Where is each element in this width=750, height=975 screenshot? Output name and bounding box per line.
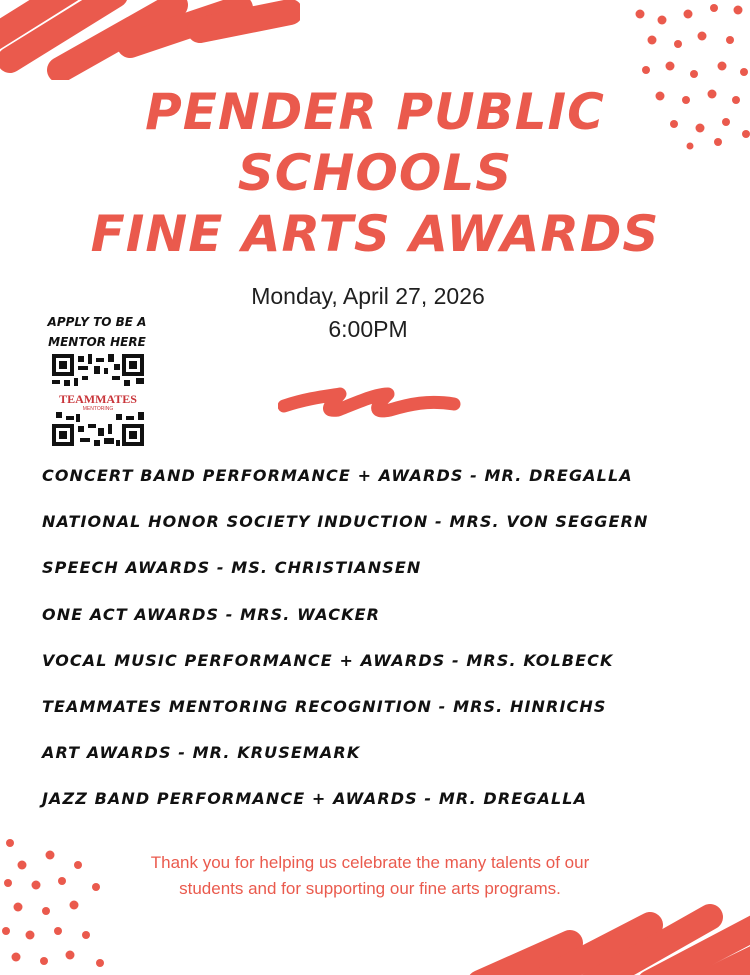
program-item: CONCERT BAND PERFORMANCE + AWARDS - MR. DREGALLA <box>42 466 633 485</box>
mentor-text-line-2: MENTOR HERE <box>48 335 146 349</box>
mentor-callout <box>32 312 162 352</box>
middle-scribble-decoration <box>278 380 468 430</box>
event-datetime <box>200 280 536 346</box>
qr-logo-text: TEAMMATES <box>59 392 137 406</box>
title-line-2: SCHOOLS <box>237 144 513 202</box>
qr-code-icon[interactable] <box>52 354 144 446</box>
program-item: NATIONAL HONOR SOCIETY INDUCTION - MRS. VON SEGGERN <box>42 512 649 532</box>
program-list <box>42 460 722 830</box>
program-item: SPEECH AWARDS - MS. CHRISTIANSEN <box>42 558 422 578</box>
title-line-3: FINE ARTS AWARDS <box>90 205 660 263</box>
thank-you-message <box>90 850 650 902</box>
event-title <box>0 82 750 265</box>
program-item: ART AWARDS - MR. KRUSEMARK <box>42 743 361 763</box>
program-item: JAZZ BAND PERFORMANCE + AWARDS - MR. DREGALLA <box>42 789 588 809</box>
title-line-1: PENDER PUBLIC <box>145 83 605 141</box>
program-item: VOCAL MUSIC PERFORMANCE + AWARDS - MRS. KOLBECK <box>42 650 614 670</box>
thank-you-line-2: students and for supporting our fine arts programs. <box>179 879 561 898</box>
top-left-scribble-decoration <box>0 0 300 80</box>
program-item: ONE ACT AWARDS - MRS. WACKER <box>42 604 381 624</box>
program-item: TEAMMATES MENTORING RECOGNITION - MRS. HINRICHS <box>42 696 607 716</box>
qr-logo-subtext: MENTORING <box>82 406 114 412</box>
event-time: 6:00PM <box>328 316 408 342</box>
bottom-right-scribble-decoration <box>460 895 750 975</box>
event-date: Monday, April 27, 2026 <box>251 283 485 309</box>
thank-you-line-1: Thank you for helping us celebrate the many talents of our <box>150 853 590 872</box>
mentor-text-line-1: APPLY TO BE A <box>47 315 147 329</box>
